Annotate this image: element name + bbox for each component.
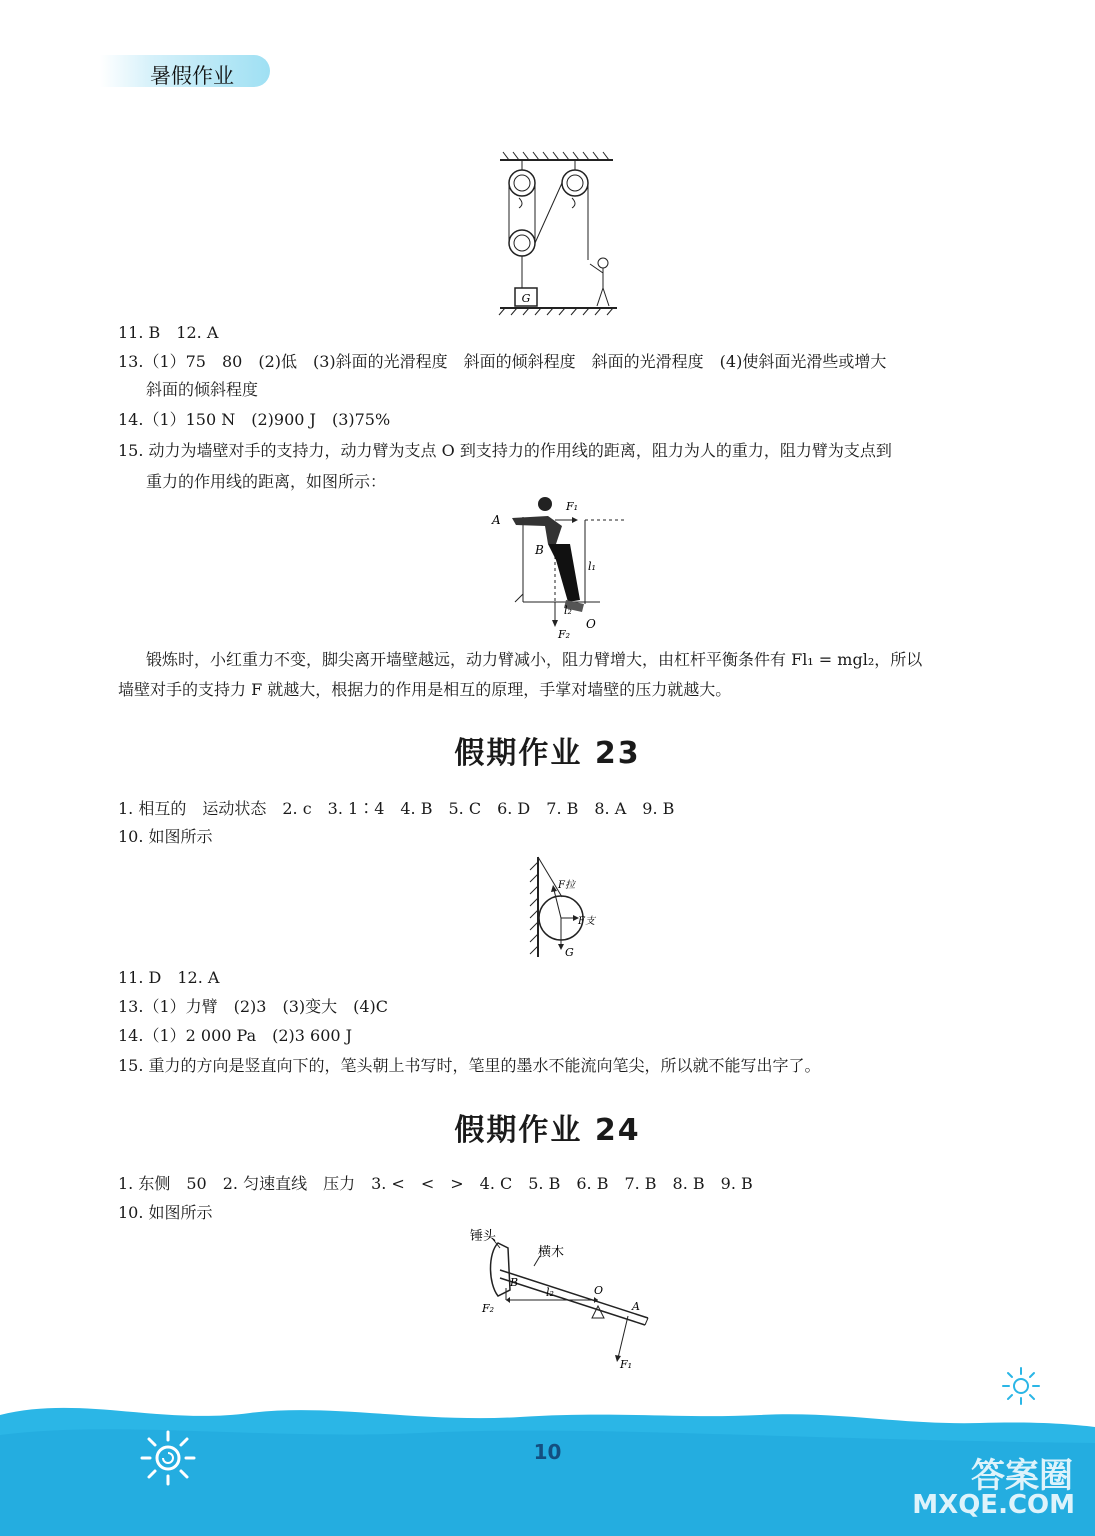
- label-cross-bar: 横木: [538, 1245, 565, 1260]
- pulley-system-figure: [495, 148, 625, 316]
- label-B-hammer: B: [510, 1276, 519, 1289]
- section-title-hw23: 假期作业 23: [454, 736, 641, 771]
- label-O: O: [586, 617, 596, 631]
- label-F-normal: F支: [578, 916, 595, 927]
- hw23-answer-11-12: 11. D 12. A: [118, 968, 220, 987]
- pulley-block-label: G: [521, 292, 531, 305]
- label-A-hammer: A: [632, 1300, 640, 1313]
- label-F-tension: F拉: [558, 880, 575, 891]
- answer-14: 14.（1）150 N (2)900 J (3)75%: [118, 410, 391, 429]
- answer-13-line1: 13.（1）75 80 (2)低 (3)斜面的光滑程度 斜面的倾斜程度 斜面的光滑程度 (4)使斜面光滑些或增大: [118, 352, 887, 371]
- hammer-lever-figure: [470, 1228, 660, 1373]
- hw23-answer-15: 15. 重力的方向是竖直向下的，笔头朝上书写时，笔里的墨水不能流向笔尖，所以就不能写出字了。: [118, 1056, 821, 1075]
- small-sun-icon: [1000, 1365, 1042, 1407]
- ball-on-wall-figure: [518, 852, 608, 962]
- pushup-lever-figure: [490, 492, 630, 642]
- label-F1-hammer: F₁: [620, 1358, 633, 1371]
- page-header-title: 暑假作业: [150, 64, 234, 88]
- answer-15-line1: 15. 动力为墙壁对手的支持力，动力臂为支点 O 到支持力的作用线的距离，阻力为人的重力，阻力臂为支点到: [118, 441, 892, 460]
- label-F2: F₂: [558, 628, 571, 641]
- label-hammer-head: 锤头: [470, 1229, 497, 1244]
- label-F2-hammer: F₂: [482, 1302, 495, 1315]
- hw24-answers-1-9: 1. 东侧 50 2. 匀速直线 压力 3. < < > 4. C 5. B 6. B 7. B 8. B 9. B: [118, 1174, 753, 1193]
- label-F1: F₁: [566, 500, 579, 513]
- answer-15-line2: 重力的作用线的距离，如图所示：: [146, 472, 387, 491]
- hw24-answer-10: 10. 如图所示: [118, 1203, 213, 1222]
- answer-15-explanation-line1: 锻炼时，小红重力不变，脚尖离开墙壁越远，动力臂减小，阻力臂增大，由杠杆平衡条件有 Fl₁ = mgl₂，所以: [146, 650, 923, 669]
- hw23-answer-14: 14.（1）2 000 Pa (2)3 600 J: [118, 1026, 353, 1045]
- answer-11-12: 11. B 12. A: [118, 323, 219, 342]
- label-B: B: [535, 543, 544, 557]
- label-l2: l₂: [564, 604, 572, 617]
- answer-15-explanation-line2: 墙壁对手的支持力 F 就越大，根据力的作用是相互的原理，手掌对墙壁的压力就越大。: [118, 680, 732, 699]
- label-A: A: [492, 513, 501, 527]
- watermark-logo-text: 答案圈: [971, 1456, 1073, 1496]
- page-number: 10: [533, 1440, 562, 1464]
- label-l1: l₁: [588, 560, 596, 573]
- hw23-answer-10: 10. 如图所示: [118, 827, 213, 846]
- label-l2-hammer: l₂: [546, 1286, 554, 1299]
- answer-13-line2: 斜面的倾斜程度: [146, 380, 259, 399]
- label-G: G: [565, 946, 574, 959]
- hw23-answer-13: 13.（1）力臂 (2)3 (3)变大 (4)C: [118, 997, 389, 1016]
- label-O-hammer: O: [594, 1284, 604, 1297]
- section-title-hw24: 假期作业 24: [454, 1113, 641, 1148]
- hw23-answers-1-9: 1. 相互的 运动状态 2. c 3. 1∶4 4. B 5. C 6. D 7. B 8. A 9. B: [118, 799, 675, 818]
- watermark-url: MXQE.COM: [912, 1490, 1075, 1520]
